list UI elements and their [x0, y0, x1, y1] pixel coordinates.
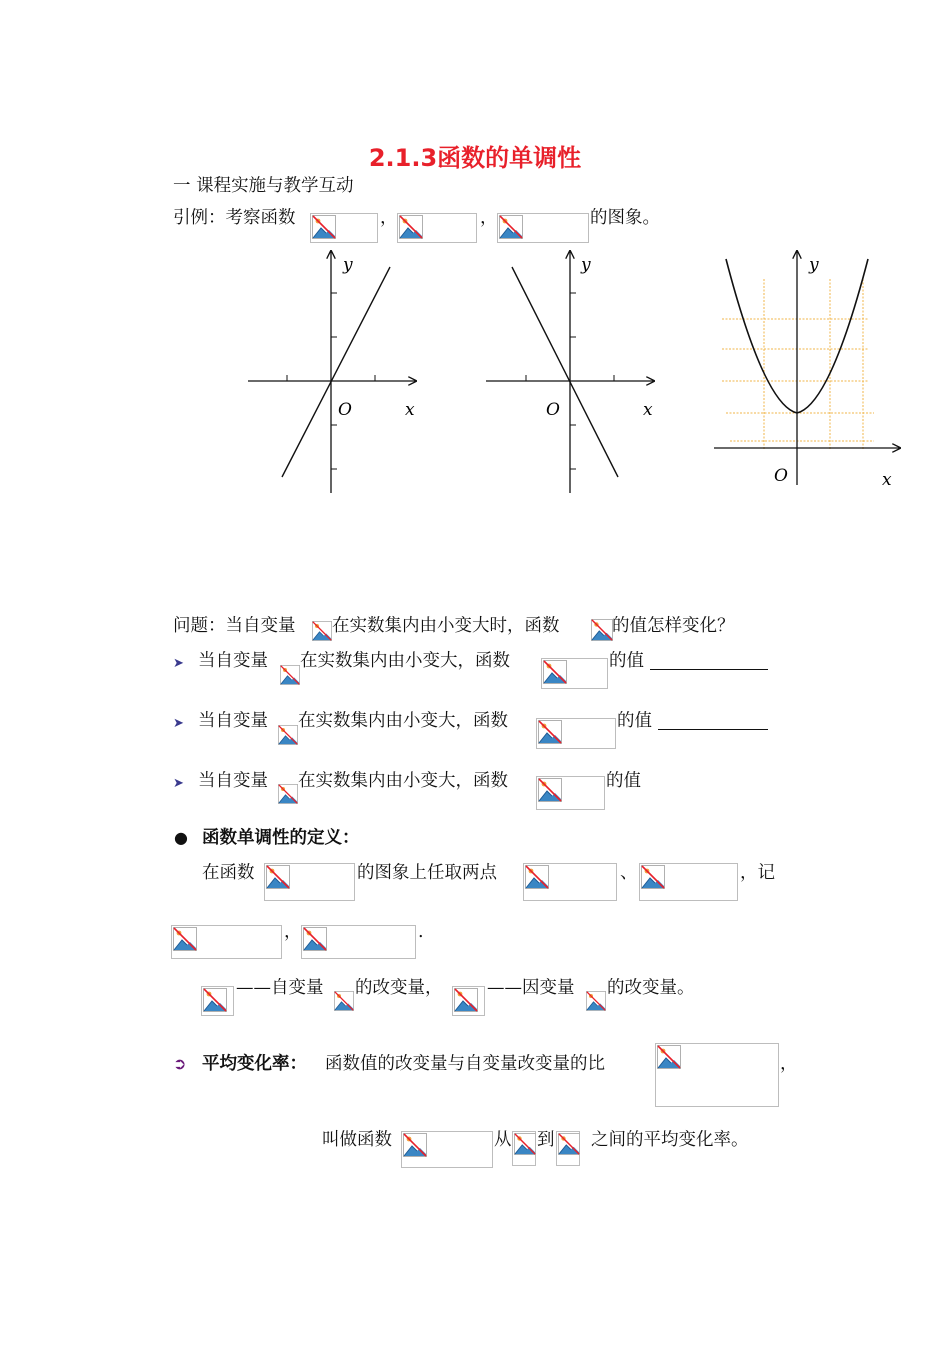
definition-comma: ，: [284, 922, 302, 942]
formula-image: [536, 718, 616, 749]
triangle-bullet-icon: ➤: [173, 656, 184, 671]
broken-image-icon: [312, 215, 336, 239]
broken-image-icon: [499, 215, 523, 239]
avg-rate-label: 平均变化率：: [202, 1054, 307, 1074]
definition-text: 的改变量，: [355, 978, 443, 998]
formula-image: [279, 664, 299, 686]
triangle-bullet-icon: ➤: [173, 716, 184, 731]
graph-increasing-line: [240, 245, 430, 500]
x-axis-label: x: [882, 470, 892, 490]
broken-image-icon: [538, 778, 562, 802]
broken-image-icon: [454, 988, 478, 1012]
circle-bullet-icon: ●: [174, 828, 188, 847]
origin-label: O: [338, 400, 352, 420]
broken-image-icon: [543, 660, 567, 684]
formula-image: [201, 986, 234, 1016]
broken-image-icon: [591, 619, 613, 641]
answer-blank[interactable]: [650, 651, 768, 670]
formula-image: [497, 213, 589, 243]
avg-rate-text: 函数值的改变量与自变量改变量的比: [325, 1054, 605, 1074]
y-axis-label: y: [581, 255, 591, 275]
graph-decreasing-line: [478, 245, 668, 500]
broken-image-icon: [641, 865, 665, 889]
question-text-b: 在实数集内由小变大时，函数: [332, 616, 560, 636]
broken-image-icon: [303, 927, 327, 951]
definition-text: ，记: [740, 863, 775, 883]
x-axis-label: x: [405, 400, 415, 420]
definition-period: .: [418, 922, 424, 942]
formula-image: [397, 213, 477, 243]
grid-lines: [722, 279, 874, 450]
definition-text: 在函数: [202, 863, 255, 883]
item-text-b: 在实数集内由小变大，函数: [298, 711, 508, 731]
broken-image-icon: [278, 784, 298, 804]
broken-image-icon: [203, 988, 227, 1012]
formula-image: [590, 618, 612, 642]
formula-image: [333, 990, 353, 1012]
broken-image-icon: [280, 665, 300, 685]
item-text-c: 的值: [606, 771, 641, 791]
formula-image: [512, 1131, 536, 1166]
x-axis-label: x: [643, 400, 653, 420]
formula-image: [264, 863, 355, 901]
broken-image-icon: [586, 991, 606, 1011]
item-text-c: 的值: [617, 711, 652, 731]
intro-suffix: 的图象。: [590, 208, 660, 228]
formula-image: [541, 658, 608, 689]
formula-image: [310, 213, 378, 243]
broken-image-icon: [266, 865, 290, 889]
formula-image: [523, 863, 617, 901]
item-text-b: 在实数集内由小变大，函数: [298, 771, 508, 791]
avg-rate-text: 之间的平均变化率。: [591, 1130, 749, 1150]
answer-blank[interactable]: [658, 711, 768, 730]
item-text-b: 在实数集内由小变大，函数: [300, 651, 510, 671]
definition-text: 的改变量。: [607, 978, 695, 998]
formula-image: [639, 863, 738, 901]
broken-image-icon: [403, 1133, 427, 1157]
origin-label: O: [774, 466, 788, 486]
broken-image-icon: [173, 927, 197, 951]
definition-text: ——因变量: [487, 978, 575, 998]
y-axis-label: y: [343, 255, 353, 275]
broken-image-icon: [399, 215, 423, 239]
section-heading: 一 课程实施与教学互动: [173, 176, 354, 196]
avg-rate-text: 从: [494, 1130, 512, 1150]
formula-image: [401, 1131, 493, 1168]
avg-rate-text: 到: [537, 1130, 555, 1150]
formula-image: [556, 1131, 580, 1166]
definition-text: 的图象上任取两点: [357, 863, 497, 883]
question-text-a: 问题：当自变量: [173, 616, 296, 636]
broken-image-icon: [538, 720, 562, 744]
intro-comma: ，: [380, 208, 398, 228]
origin-label: O: [546, 400, 560, 420]
broken-image-icon: [312, 621, 332, 641]
formula-image: [655, 1043, 779, 1107]
formula-image: [171, 925, 282, 959]
broken-image-icon: [558, 1133, 580, 1155]
avg-rate-comma: ，: [780, 1054, 798, 1074]
broken-image-icon: [278, 725, 298, 745]
broken-image-icon: [657, 1045, 681, 1069]
broken-image-icon: [525, 865, 549, 889]
item-text-a: 当自变量: [198, 711, 268, 731]
function-line: [512, 267, 618, 477]
question-text-c: 的值怎样变化？: [612, 616, 735, 636]
definition-text: 、: [620, 863, 638, 883]
triangle-bullet-icon: ➤: [173, 776, 184, 791]
formula-image: [301, 925, 416, 959]
intro-comma: ，: [480, 208, 498, 228]
arrow-bullet-icon: ➲: [173, 1054, 187, 1073]
definition-heading: 函数单调性的定义：: [202, 828, 360, 848]
item-text-a: 当自变量: [198, 651, 268, 671]
formula-image: [277, 724, 297, 746]
item-text-a: 当自变量: [198, 771, 268, 791]
graph-parabola: [708, 245, 908, 495]
formula-image: [277, 783, 297, 805]
function-line: [282, 267, 390, 477]
broken-image-icon: [514, 1133, 536, 1155]
formula-image: [311, 620, 331, 642]
definition-text: ——自变量: [236, 978, 324, 998]
formula-image: [585, 990, 605, 1012]
formula-image: [452, 986, 485, 1016]
intro-prefix: 引例：考察函数: [173, 208, 296, 228]
broken-image-icon: [334, 991, 354, 1011]
item-text-c: 的值: [609, 651, 644, 671]
y-axis-label: y: [809, 255, 819, 275]
formula-image: [536, 776, 605, 810]
avg-rate-text: 叫做函数: [322, 1130, 392, 1150]
page-title: 2.1.3函数的单调性: [368, 144, 582, 172]
